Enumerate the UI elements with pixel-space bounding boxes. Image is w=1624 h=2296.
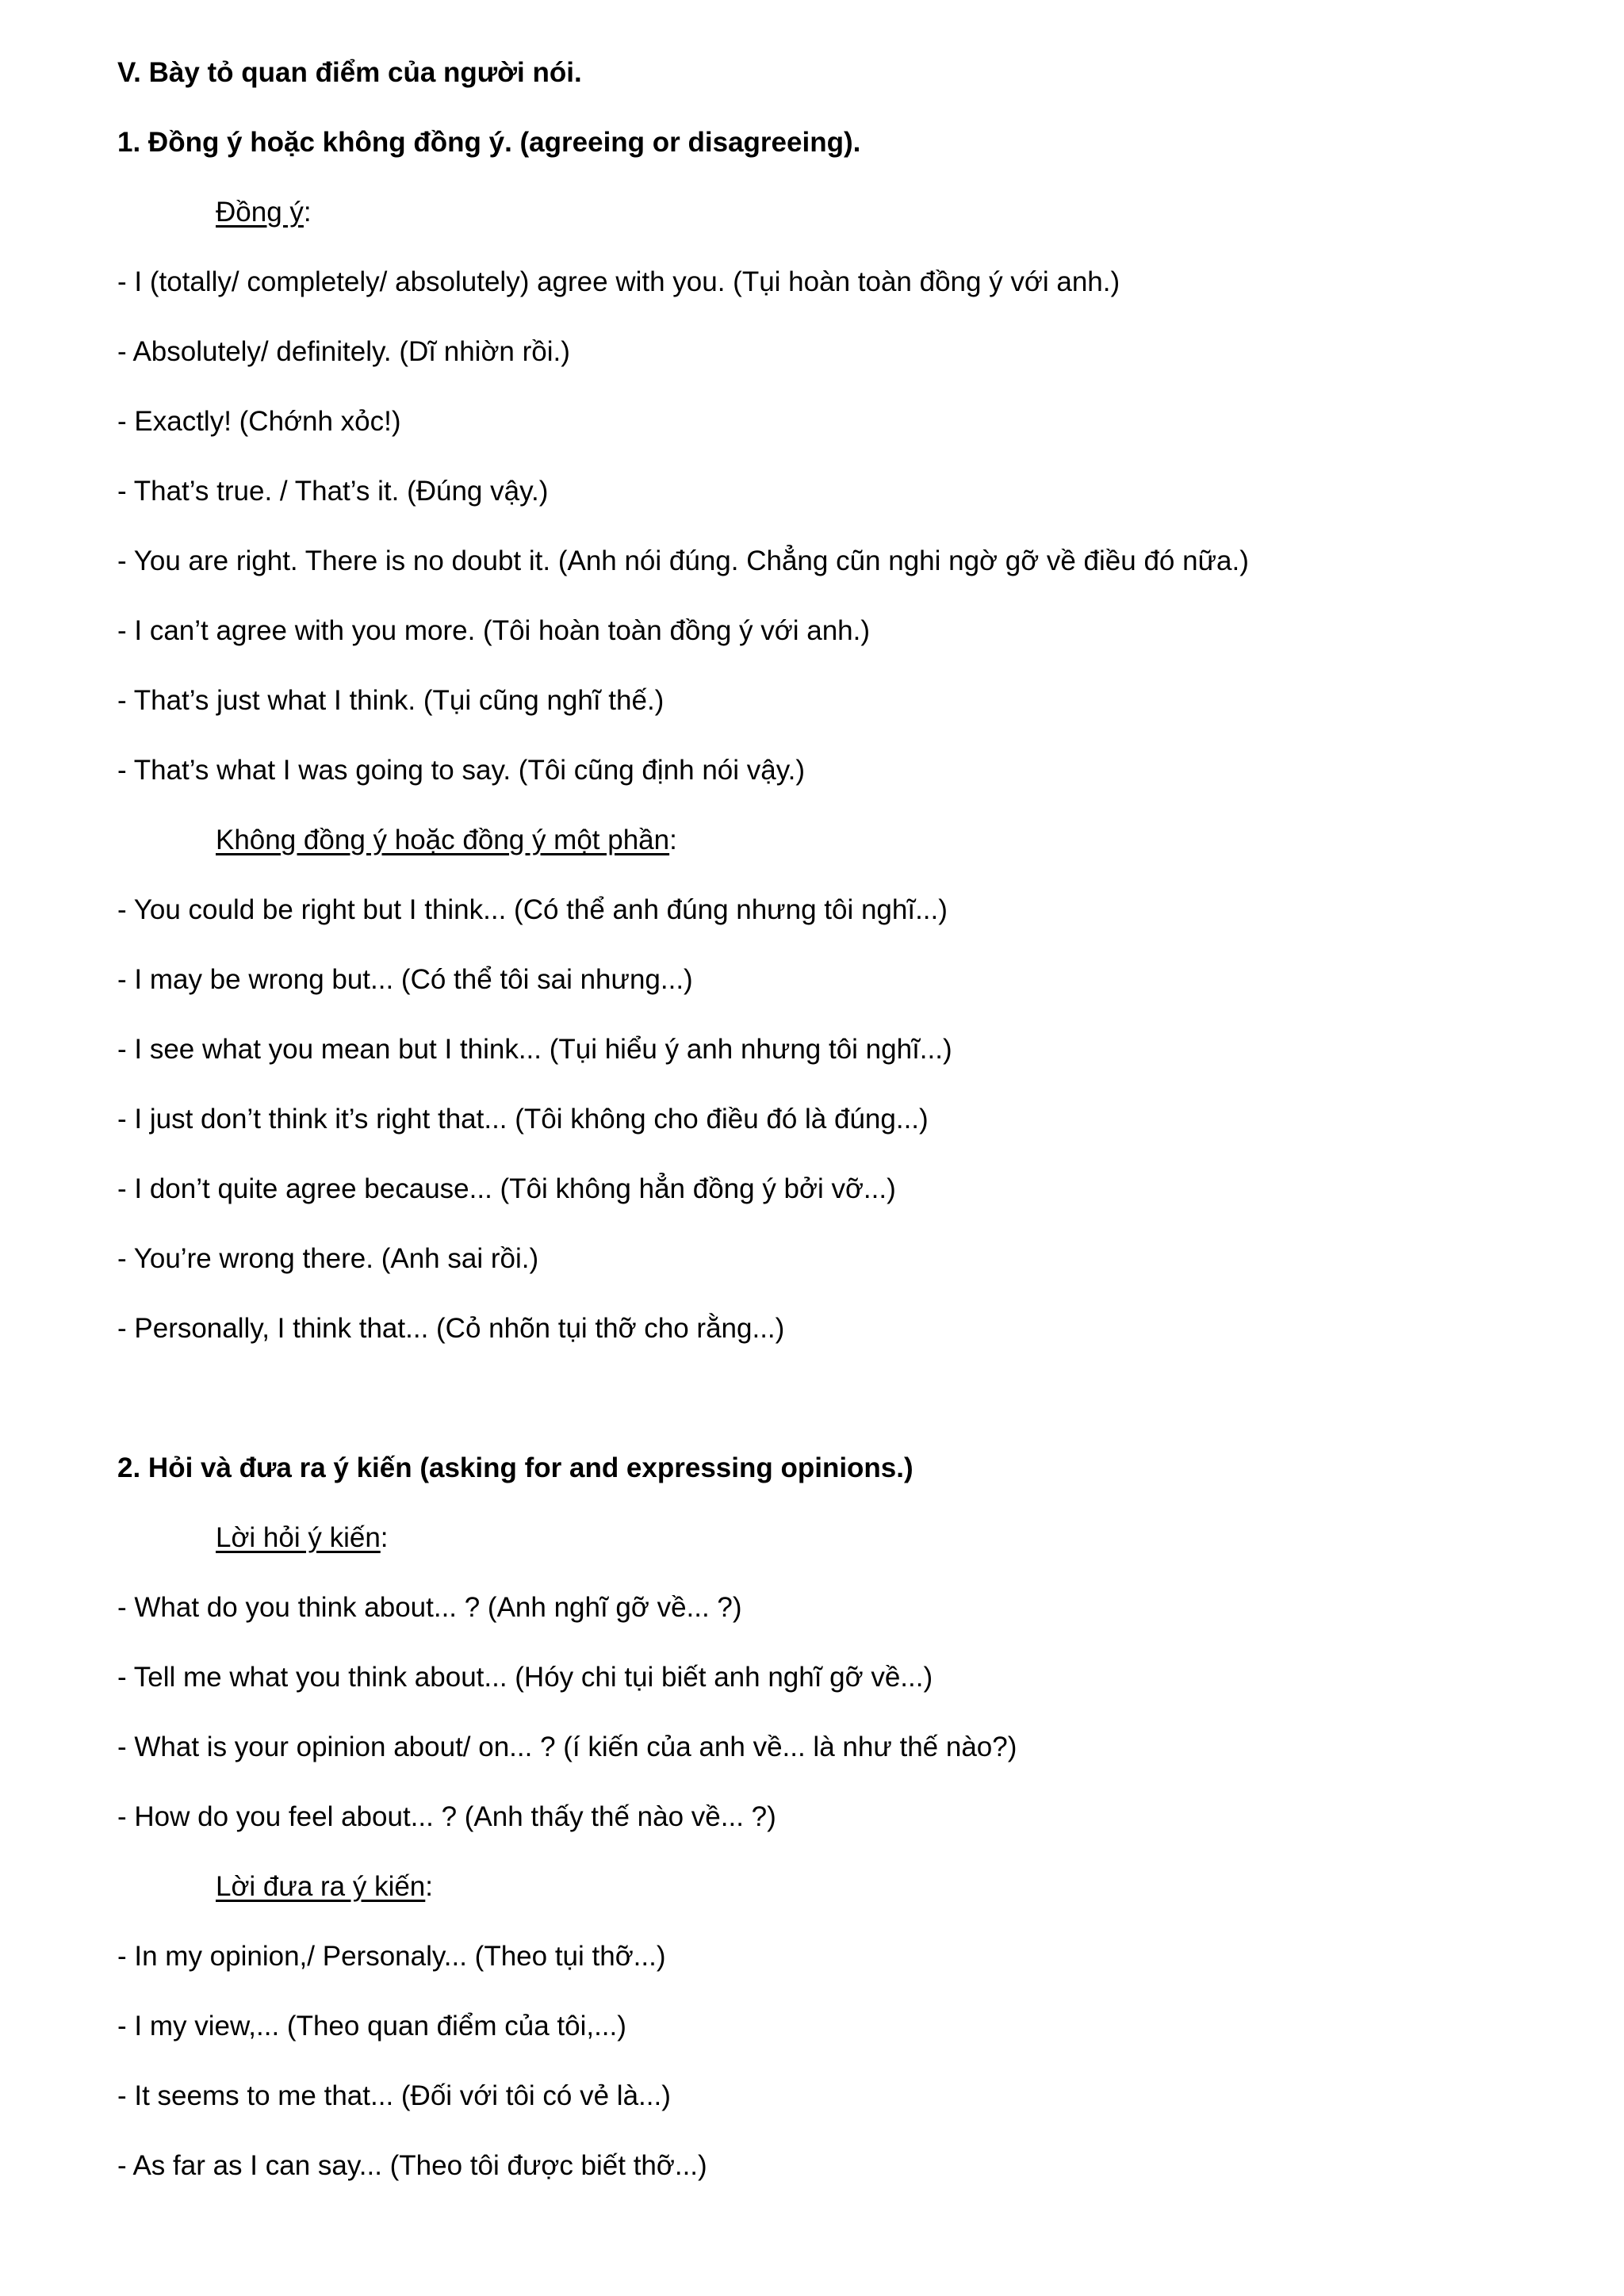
section-2-heading: 2. Hỏi và đưa ra ý kiến (asking for and expressing opinions.) (117, 1452, 914, 1483)
agree-item: - Exactly! (Chớnh xỏc!) (117, 406, 401, 437)
disagree-item: - You could be right but I think... (Có thể anh đúng nhưng tôi nghĩ...) (117, 894, 948, 925)
disagree-item: - I may be wrong but... (Có thể tôi sai nhưng...) (117, 964, 693, 995)
expressing-item: - I my view,... (Theo quan điểm của tôi,...) (117, 2011, 626, 2042)
expressing-subheading-label: Lời đưa ra ý kiến (216, 1871, 426, 1902)
disagree-item: - I see what you mean but I think... (Tụi hiểu ý anh nhưng tôi nghĩ...) (117, 1034, 952, 1065)
section-1-heading: 1. Đồng ý hoặc không đồng ý. (agreeing or disagreeing). (117, 127, 861, 158)
asking-subheading (216, 1521, 389, 1556)
expressing-item: - In my opinion,/ Personaly... (Theo tụi thỡ...) (117, 1941, 666, 1972)
asking-subheading-colon: : (380, 1522, 389, 1553)
agree-subheading-colon: : (303, 197, 312, 228)
expressing-subheading-colon: : (425, 1871, 434, 1902)
asking-subheading-label: Lời hỏi ý kiến (216, 1522, 381, 1553)
asking-item: - Tell me what you think about... (Hóy chi tụi biết anh nghĩ gỡ về...) (117, 1662, 933, 1693)
disagree-item: - Personally, I think that... (Cỏ nhõn tụi thỡ cho rằng...) (117, 1313, 785, 1344)
agree-item: - That’s true. / That’s it. (Đúng vậy.) (117, 476, 549, 507)
agree-subheading-label: Đồng ý (216, 197, 304, 228)
agree-item: - I can’t agree with you more. (Tôi hoàn toàn đồng ý với anh.) (117, 615, 870, 646)
agree-item: - I (totally/ completely/ absolutely) agree with you. (Tụi hoàn toàn đồng ý với anh.) (117, 266, 1120, 297)
agree-subheading (216, 195, 312, 230)
disagree-subheading-label: Không đồng ý hoặc đồng ý một phần (216, 825, 670, 855)
disagree-subheading (216, 823, 677, 858)
document-title: V. Bày tỏ quan điểm của người nói. (117, 57, 582, 88)
disagree-item: - I don’t quite agree because... (Tôi không hẳn đồng ý bởi vỡ...) (117, 1173, 896, 1204)
agree-item: - Absolutely/ definitely. (Dĩ nhiờn rồi.) (117, 336, 570, 367)
disagree-item: - You’re wrong there. (Anh sai rồi.) (117, 1243, 539, 1274)
expressing-subheading (216, 1869, 433, 1904)
agree-item: - You are right. There is no doubt it. (Anh nói đúng. Chẳng cũn nghi ngờ gỡ về điều đó nữa.) (117, 545, 1249, 576)
asking-item: - How do you feel about... ? (Anh thấy thế nào về... ?) (117, 1801, 776, 1832)
agree-item: - That’s just what I think. (Tụi cũng nghĩ thế.) (117, 685, 665, 716)
expressing-item: - It seems to me that... (Đối với tôi có vẻ là...) (117, 2080, 671, 2111)
agree-item: - That’s what I was going to say. (Tôi cũng định nói vậy.) (117, 755, 806, 786)
asking-item: - What is your opinion about/ on... ? (í kiến của anh về... là như thế nào?) (117, 1732, 1017, 1762)
asking-item: - What do you think about... ? (Anh nghĩ gỡ về... ?) (117, 1592, 742, 1623)
expressing-item: - As far as I can say... (Theo tôi được biết thỡ...) (117, 2150, 707, 2181)
disagree-subheading-colon: : (669, 825, 677, 855)
disagree-item: - I just don’t think it’s right that... (Tôi không cho điều đó là đúng...) (117, 1104, 929, 1135)
